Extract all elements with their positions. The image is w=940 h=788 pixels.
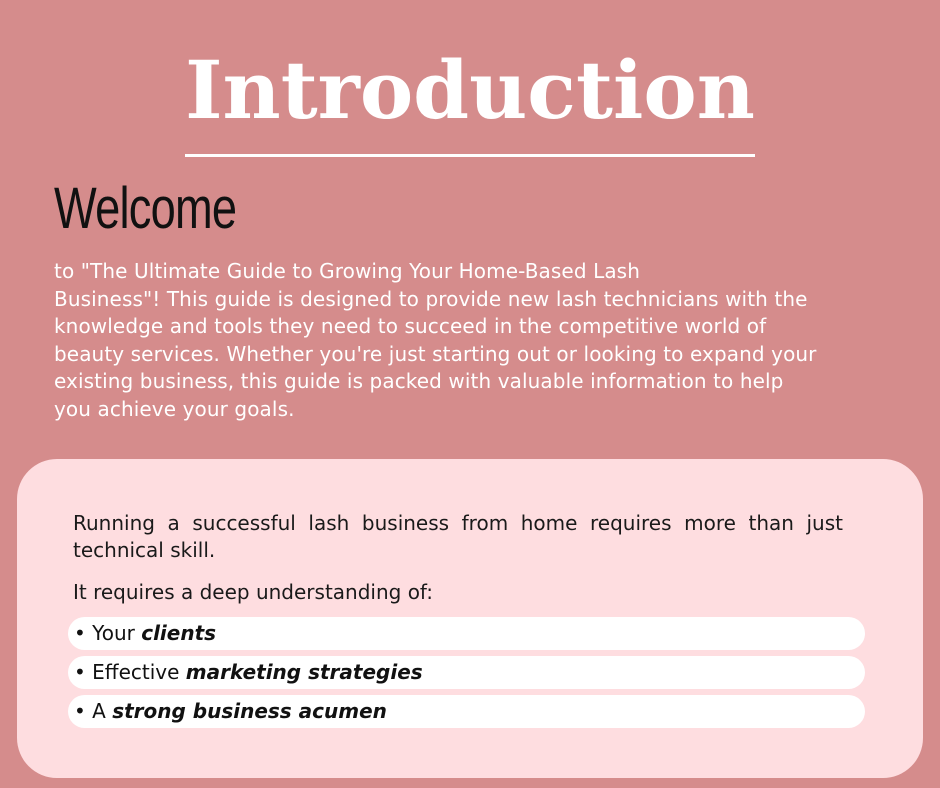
bullet-text bbox=[74, 620, 216, 647]
page-title: Introduction bbox=[185, 43, 755, 137]
bullet-text bbox=[74, 659, 423, 686]
bullet-emphasis: marketing strategies bbox=[185, 660, 423, 684]
card-paragraph: Running a successful lash business from home requires more than just technical skill. bbox=[73, 511, 843, 562]
intro-line: knowledge and tools they need to succeed in the competitive world of bbox=[54, 314, 767, 338]
title-underline bbox=[185, 154, 755, 157]
intro-line: beauty services. Whether you're just starting out or looking to expand your bbox=[54, 341, 817, 366]
bullet-dot: • bbox=[74, 699, 86, 723]
bullet-prefix: A bbox=[92, 699, 106, 723]
bullet-dot: • bbox=[74, 660, 86, 684]
intro-line: Business"! This guide is designed to provide new lash technicians with the bbox=[54, 286, 808, 311]
bullet-item-business-acumen bbox=[68, 695, 865, 728]
bullet-prefix: Effective bbox=[92, 660, 180, 684]
welcome-heading: Welcome bbox=[54, 176, 237, 241]
intro-line: you achieve your goals. bbox=[54, 396, 295, 421]
bullet-prefix: Your bbox=[92, 621, 135, 645]
bullet-dot: • bbox=[74, 621, 86, 645]
bullet-item-marketing bbox=[68, 656, 865, 689]
card-lead-text: It requires a deep understanding of: bbox=[73, 580, 433, 604]
intro-line: to "The Ultimate Guide to Growing Your Home-Based Lash bbox=[54, 259, 640, 283]
bullet-emphasis: clients bbox=[141, 621, 217, 645]
intro-paragraph bbox=[54, 258, 934, 423]
bullet-emphasis: strong business acumen bbox=[112, 699, 387, 723]
bullet-text bbox=[74, 698, 387, 725]
info-card bbox=[17, 459, 923, 778]
bullet-item-clients bbox=[68, 617, 865, 650]
intro-line: existing business, this guide is packed with valuable information to help bbox=[54, 369, 784, 393]
